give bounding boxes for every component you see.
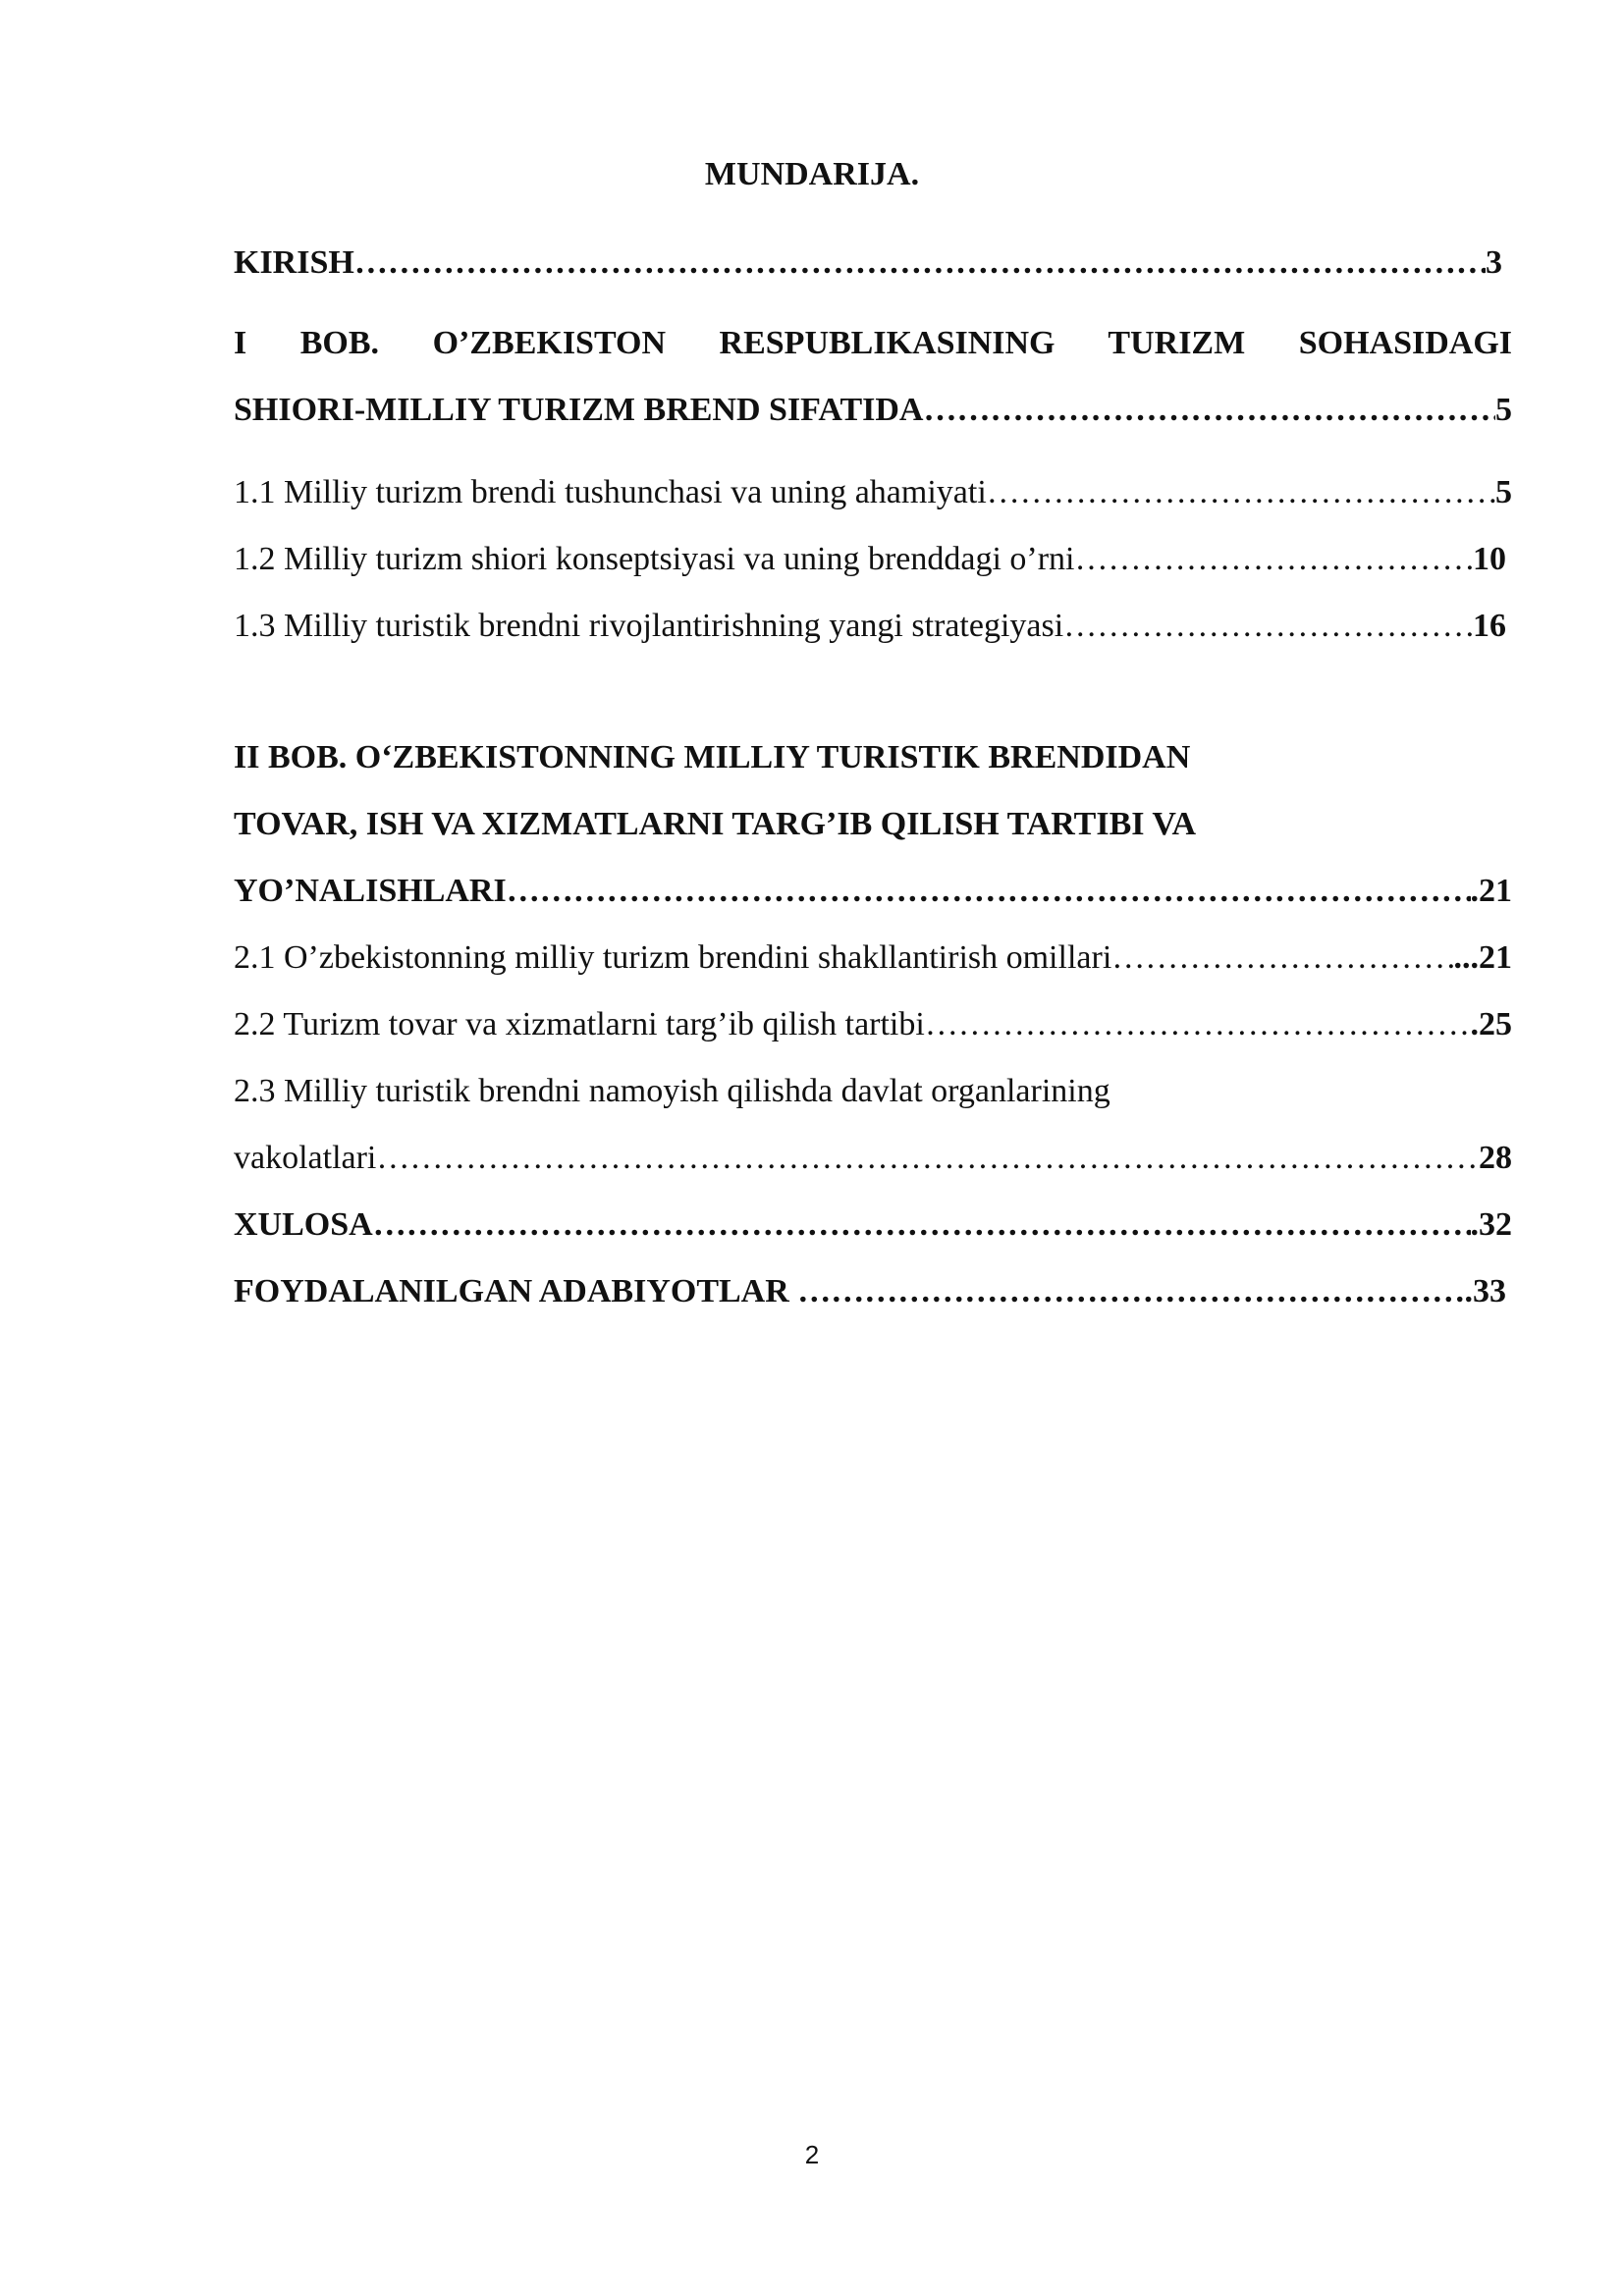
- toc-page-number: .33: [1464, 1273, 1506, 1309]
- toc-chapter1-line1: I BOB. O’ZBEKISTON RESPUBLIKASINING TURIZM SOHASIDAGI: [234, 325, 1512, 361]
- toc-dot-leader: [376, 1139, 1479, 1178]
- toc-chapter2-line3: [234, 872, 1512, 911]
- toc-page-number: .21: [1470, 873, 1512, 909]
- toc-dot-leader: [1075, 540, 1473, 579]
- toc-section-2-3-cont: [234, 1139, 1512, 1178]
- toc-chapter2-line2: TOVAR, ISH VA XIZMATLARNI TARG’IB QILISH TARTIBI VA: [234, 806, 1197, 842]
- toc-entry-adabiyotlar: [234, 1272, 1506, 1311]
- toc-dot-leader: [373, 1205, 1471, 1245]
- toc-entry-label: 1.2 Milliy turizm shiori konseptsiyasi va uning brenddagi o’rni: [234, 541, 1075, 577]
- toc-section-1-1: [234, 473, 1512, 512]
- toc-page-number: 10: [1473, 541, 1506, 577]
- toc-page-number: 5: [1495, 392, 1512, 428]
- toc-entry-label: 2.1 O’zbekistonning milliy turizm brendini shakllantirish omillari: [234, 939, 1112, 976]
- toc-page-number: 5: [1495, 474, 1512, 510]
- toc-section-2-3: 2.3 Milliy turistik brendni namoyish qilishda davlat organlarining: [234, 1073, 1110, 1109]
- toc-entry-label: FOYDALANILGAN ADABIYOTLAR: [234, 1273, 798, 1309]
- toc-section-2-1: [234, 938, 1512, 978]
- toc-entry-label: vakolatlari: [234, 1140, 377, 1176]
- toc-entry-label: KIRISH: [234, 244, 354, 281]
- toc-page-number: ...21: [1453, 939, 1512, 976]
- toc-dot-leader: [507, 872, 1471, 911]
- toc-page-number: .25: [1470, 1006, 1512, 1042]
- toc-entry-xulosa: [234, 1205, 1512, 1245]
- toc-dot-leader: [797, 1272, 1464, 1311]
- toc-page-number: 28: [1479, 1140, 1512, 1176]
- toc-page-number: 16: [1473, 608, 1506, 644]
- toc-entry-label: YO’NALISHLARI: [234, 873, 507, 909]
- toc-chapter2-line1: II BOB. O‘ZBEKISTONNING MILLIY TURISTIK BRENDIDAN: [234, 739, 1191, 775]
- toc-entry-label: 1.3 Milliy turistik brendni rivojlantirishning yangi strategiyasi: [234, 608, 1064, 644]
- toc-page-number: 3: [1486, 244, 1502, 281]
- page-number: 2: [804, 2140, 820, 2169]
- toc-dot-leader: [987, 473, 1495, 512]
- toc-entry-label: SHIORI-MILLIY TURIZM BREND SIFATIDA: [234, 392, 924, 428]
- toc-dot-leader: [925, 1005, 1471, 1044]
- toc-chapter1-line2: [234, 391, 1512, 430]
- toc-dot-leader: [1063, 607, 1473, 646]
- toc-page-number: .32: [1470, 1206, 1512, 1243]
- toc-entry-label: 1.1 Milliy turizm brendi tushunchasi va uning ahamiyati: [234, 474, 987, 510]
- toc-section-1-2: [234, 540, 1506, 579]
- toc-dot-leader: [923, 391, 1495, 430]
- toc-entry-kirish: [234, 243, 1502, 283]
- toc-entry-label: 2.2 Turizm tovar va xizmatlarni targ’ib qilish tartibi: [234, 1006, 925, 1042]
- toc-dot-leader: [1111, 938, 1453, 978]
- toc-section-2-2: [234, 1005, 1512, 1044]
- toc-dot-leader: [354, 243, 1486, 283]
- toc-title: MUNDARIJA.: [704, 156, 920, 192]
- toc-entry-label: XULOSA: [234, 1206, 373, 1243]
- toc-section-1-3: [234, 607, 1506, 646]
